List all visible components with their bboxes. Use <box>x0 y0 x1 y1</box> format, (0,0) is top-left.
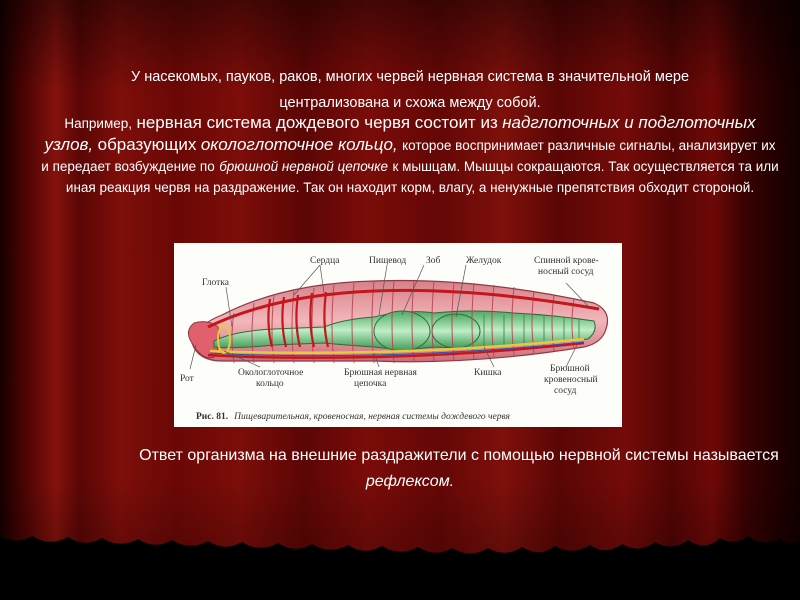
example-text-4: к мышцам. Мышцы сокращаются. Так осуществляется та или иная реакция червя на раздражение. Так он находит корм, влагу, а ненужные препятствия обходит стороной. <box>65 159 779 195</box>
label-intestine: Кишка <box>474 368 502 378</box>
example-term-ganglia: надглоточных и подглоточных узлов, <box>44 113 756 154</box>
figure-caption <box>196 411 510 422</box>
label-nerve-ring-2: кольцо <box>256 379 284 389</box>
example-term-ring: окологлоточное кольцо, <box>200 135 398 154</box>
conclusion-term-reflex: рефлексом. <box>365 473 455 490</box>
example-text-2: образующих <box>97 135 197 154</box>
label-nerve-chain-1: Брюшная нервная <box>344 368 417 378</box>
label-mouth: Рот <box>180 374 194 384</box>
example-term-chain: брюшной нервной цепочке <box>219 159 388 174</box>
label-crop: Зоб <box>426 256 441 266</box>
label-ventral-vessel-2: кровеносный <box>544 375 598 385</box>
intro-line-2: централизована и схожа между собой. <box>279 95 541 111</box>
label-pharynx: Глотка <box>202 278 229 288</box>
intro-paragraph <box>40 64 780 116</box>
example-text-3: которое воспринимает различные сигналы, анализирует их и передает возбуждение по <box>41 138 776 174</box>
conclusion-text: Ответ организма на внешние раздражители с помощью нервной системы называется <box>139 447 779 464</box>
worm-figure <box>174 243 622 427</box>
example-text-1: нервная система дождевого червя состоит из <box>136 113 498 132</box>
label-stomach: Желудок <box>466 256 502 266</box>
intro-line-1: У насекомых, пауков, раков, многих червей нервная система в значительной мере <box>130 69 690 85</box>
label-dorsal-vessel-2: носный сосуд <box>538 267 594 277</box>
label-hearts: Сердца <box>310 256 340 266</box>
figure-caption-number: Рис. 81. <box>196 412 229 422</box>
label-nerve-ring-1: Окологлоточное <box>238 368 304 378</box>
worm-diagram <box>174 243 622 427</box>
figure-caption-text: Пищеварительная, кровеносная, нервная системы дождевого червя <box>234 412 510 422</box>
label-nerve-chain-2: цепочка <box>354 379 387 389</box>
label-ventral-vessel-3: сосуд <box>554 386 577 396</box>
conclusion-paragraph <box>40 443 780 495</box>
label-dorsal-vessel-1: Спинной крове- <box>534 256 599 266</box>
label-esophagus: Пищевод <box>369 256 407 266</box>
example-paragraph <box>40 112 780 198</box>
label-ventral-vessel-1: Брюшной <box>550 364 590 374</box>
example-prefix: Например, <box>64 116 133 131</box>
